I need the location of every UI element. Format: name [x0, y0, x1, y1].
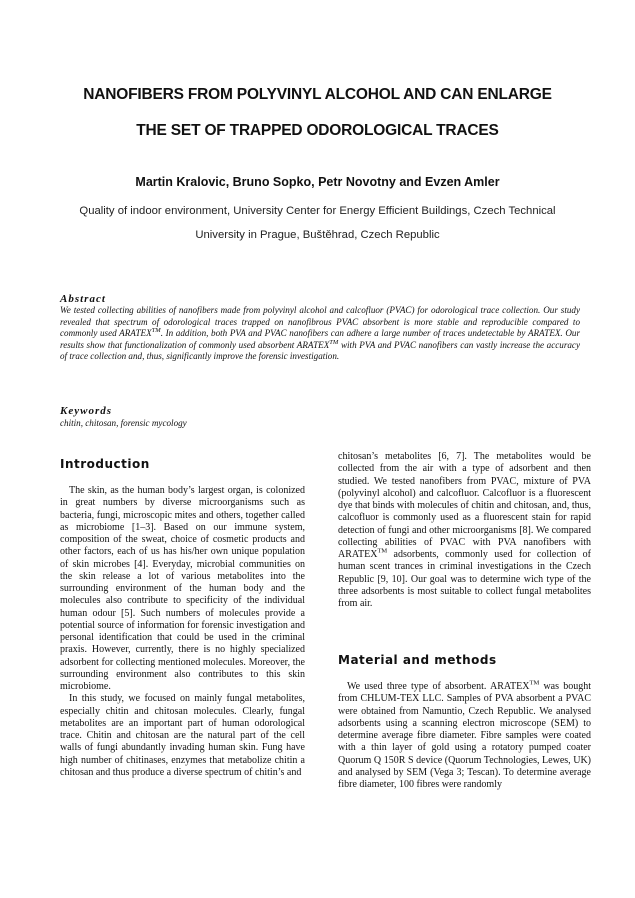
keywords-heading: Keywords: [60, 405, 112, 417]
intro-paragraph-2: In this study, we focused on mainly fungal metabolites, especially chitin and chitosan molecules. Clearly, fungal metabolites are an important part of human odorological trace. Chitin and chitosan are the natural part of the cell walls of fungi abundantly invading human skin. Fung have high number of chitinases, enzymes that metabolize chitin a chitosan and thus produce a diverse spectrum of chitin’s and: [60, 693, 305, 778]
left-column: [60, 485, 305, 779]
trademark: TM: [329, 338, 339, 346]
paper-title-line-1: NANOFIBERS FROM POLYVINYL ALCOHOL AND CAN ENLARGE: [83, 86, 552, 103]
trademark: TM: [377, 547, 388, 555]
intro-cont-text-b: adsorbents, commonly used for collection of human scent trances in criminal investigations in the Czech Republic [9, 10]. Our goal was to determine wich type of the three adsorbents is most suitable to collect fungal metabolites from air.: [338, 549, 591, 609]
authors: Martin Kralovic, Bruno Sopko, Petr Novotny and Evzen Amler: [135, 175, 500, 189]
methods-heading: Material and methods: [338, 653, 497, 667]
abstract-text-3: with PVA and PVAC nanofibers can vastly increase the accuracy of trace collection and, thus, significantly improve the forensic investigation.: [60, 339, 580, 361]
abstract-text-1: We tested collecting abilities of nanofibers made from polyvinyl alcohol and calcofluor (PVAC) for odorological trace collection. Our study revealed that spectrum of odorological traces trapped on nanofibrous PVAC absorbent is more stable and reproducible compared to commonly used ARATEX: [60, 305, 580, 338]
intro-paragraph-2-continued: [338, 451, 591, 610]
affiliation-line-2: University in Prague, Buštěhrad, Czech Republic: [195, 229, 440, 241]
affiliation-line-1: Quality of indoor environment, University Center for Energy Efficient Buildings, Czech Technical: [79, 205, 556, 217]
paper-title-line-2: THE SET OF TRAPPED ODOROLOGICAL TRACES: [136, 122, 499, 139]
abstract-text-2: . In addition, both PVA and PVAC nanofibers can adhere a large number of traces undetectable by ARATEX. Our results show that functionalization of commonly used absorbent ARATEX: [60, 328, 581, 350]
abstract-heading: Abstract: [60, 293, 106, 305]
methods-paragraph: [338, 681, 591, 791]
right-column: [338, 451, 591, 610]
intro-paragraph-1: The skin, as the human body’s largest organ, is colonized in great numbers by diverse microorganisms such as bacteria, fungi, microscopic mites and others, together called as microbiome [1–3]. Based on our immune system, composition of the sweat, choice of cosmetic products and other factors, each of us has his/her own unique population of skin microbes [4]. Everyday, microbial communities on the skin release a lot of various metabolites into the surrounding environment of the human body and the molecules also contribute to specificity of the individual human odour [5]. Such numbers of molecules provide a potential source of information for forensic investigation and personal identification that could be used in the criminal praxis. However, currently, there is no highly specialized adsorbent for collecting mentioned molecules. Moreover, the surrounding environment also contributes to this skin microbiome.: [60, 485, 305, 692]
methods-text-2: was bought from CHLUM-TEX LLC. Samples of PVA absorbent a PVAC were obtained from Namuntio, Czech Republic. We analysed adsorbents using a scanning electron microscope (SEM) to determine average fibre diameter. Fibre samples were coated with a thin layer of gold using a rotatory pumped coater Quorum Q 150R S device (Quorum Technologies, Lewes, UK) and analysed by SEM (Vega 3; Tescan). To determine average fibre diameter, 100 fibres were randomly: [338, 681, 591, 790]
methods-text-1: We used three type of absorbent. ARATEX: [347, 681, 530, 692]
methods-column: [338, 681, 591, 791]
abstract-body: [60, 305, 580, 363]
keywords-list: chitin, chitosan, forensic mycology: [60, 418, 187, 428]
introduction-heading: Introduction: [60, 457, 150, 471]
trademark: TM: [529, 679, 540, 687]
intro-cont-text-a: chitosan’s metabolites [6, 7]. The metabolites would be collected from the air with a type of adsorbent and then studied. We tested nanofibers from PVAC, mixture of PVA (polyvinyl alcohol) and calcofluor. Calcofluor is a fluorescent dye that binds with molecules of chitin and chitosan, and, thus, calcofluor is commonly used as a fluorescent stain for rapid detection of fungi and other microorganisms [8]. We compared collecting abilities of PVAC with PVA nanofibers with ARATEX: [338, 451, 591, 560]
trademark: TM: [151, 326, 161, 334]
